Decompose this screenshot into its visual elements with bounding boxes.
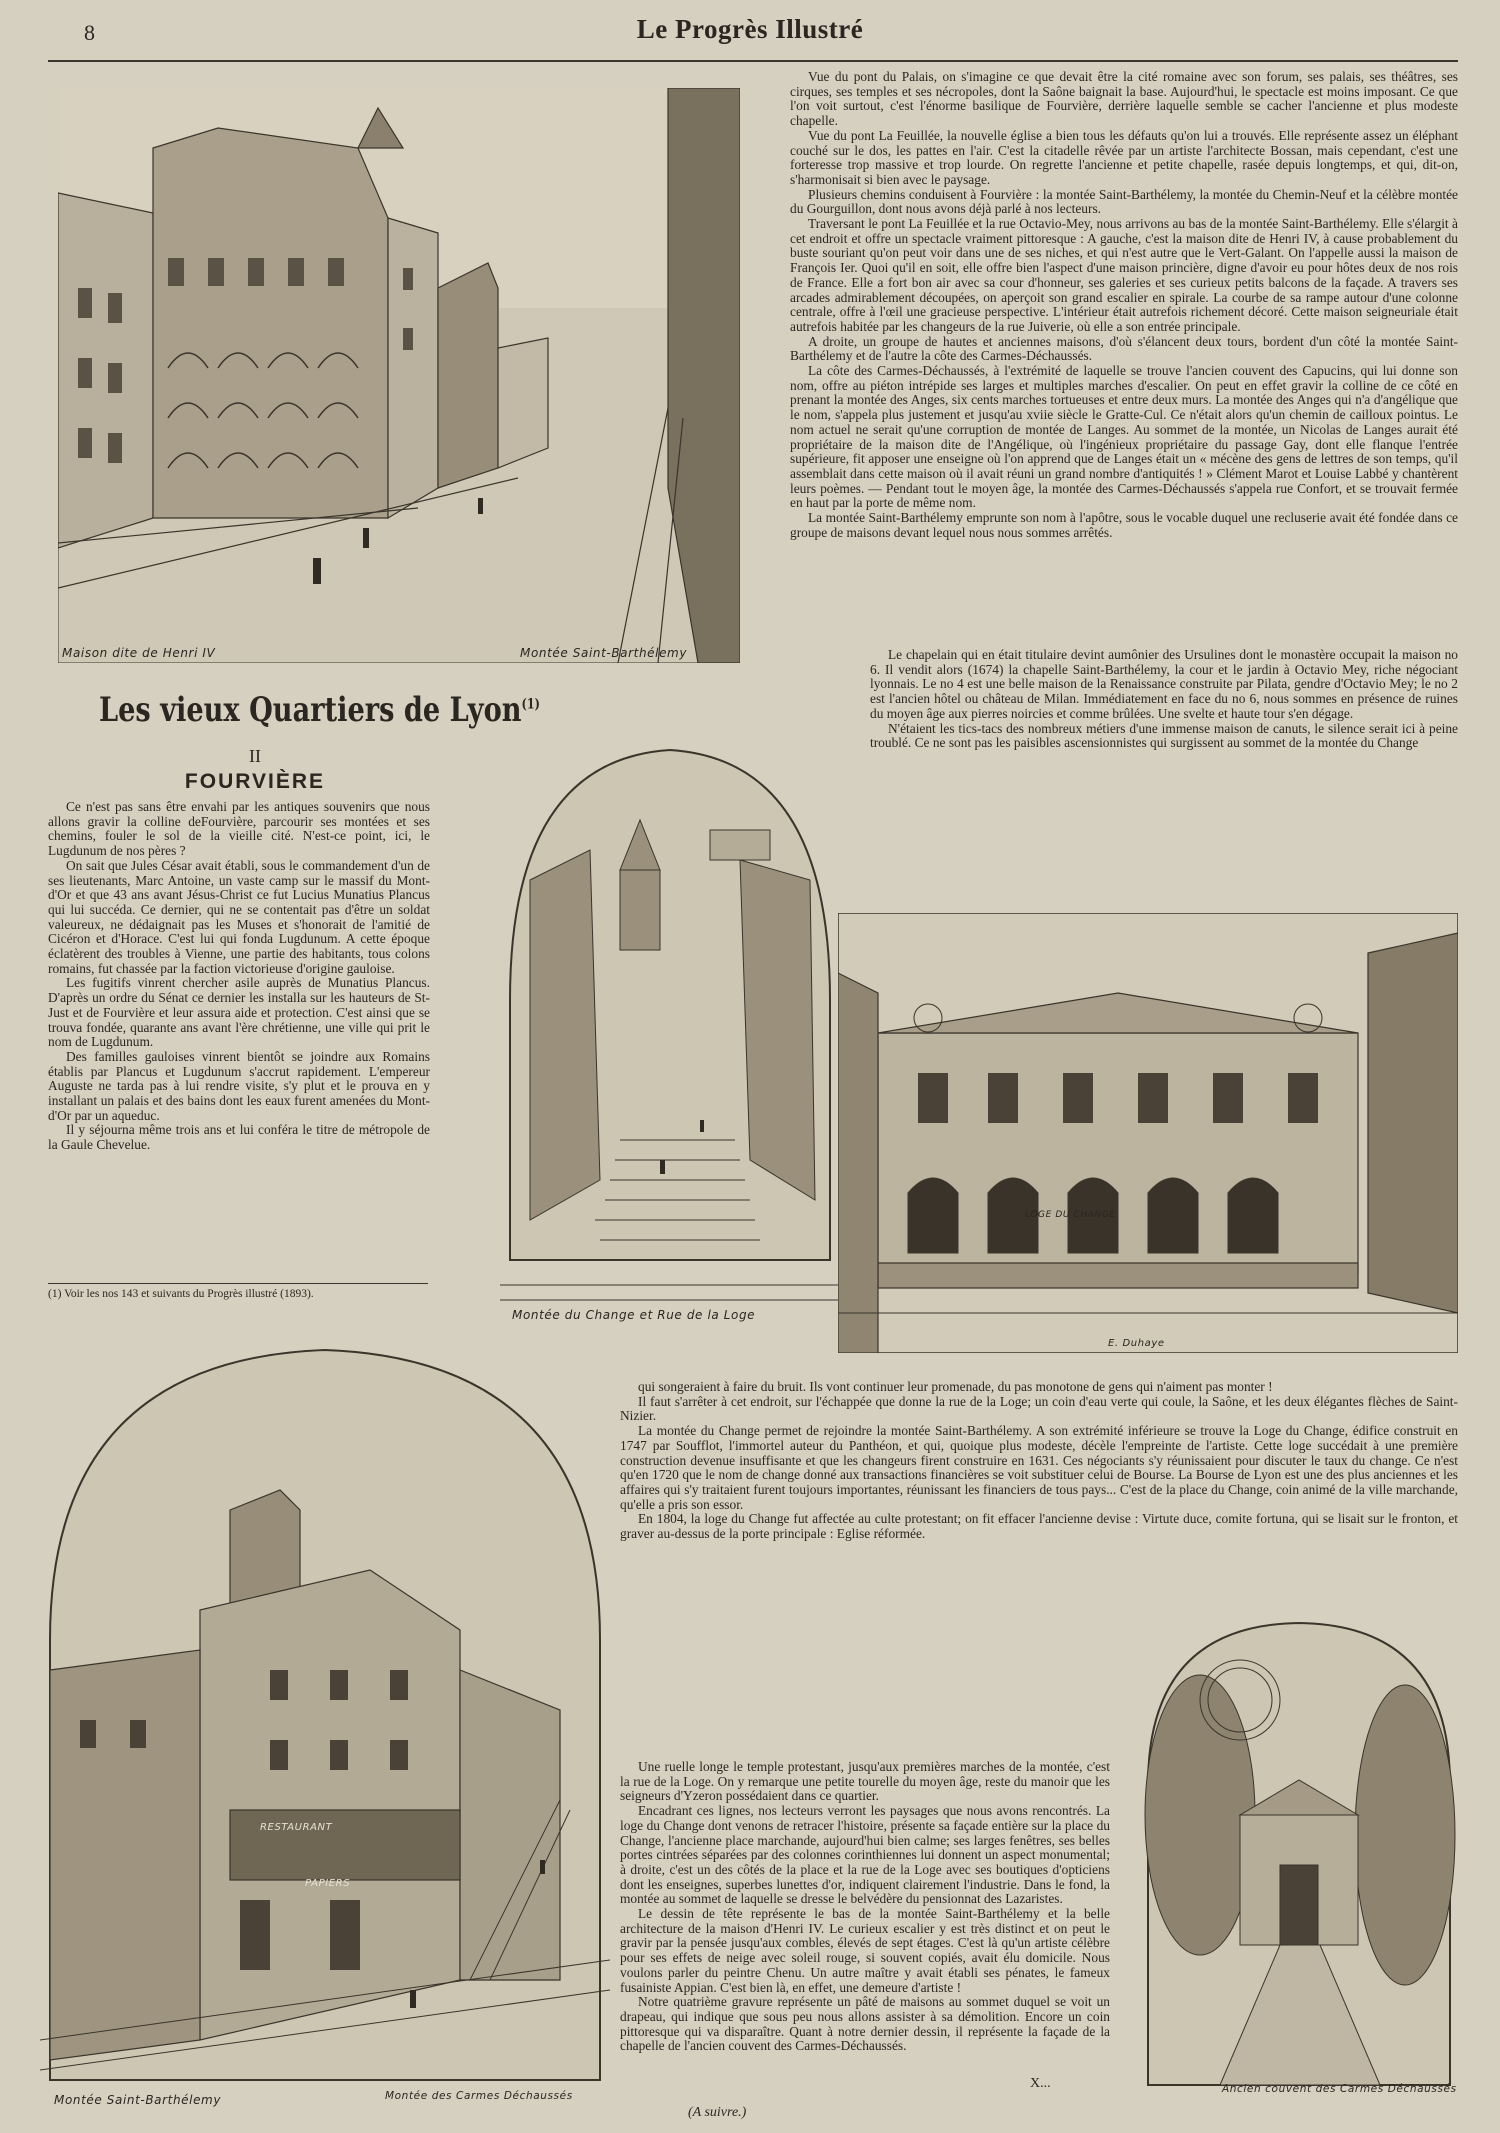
paragraph: A droite, un groupe de hautes et anciennes maisons, d'où s'élancent deux tours, bordent d'un côté la montée Saint-Barthélemy et de l'autre la côte des Carmes-Déchaussés. — [790, 333, 1458, 364]
paragraph: La côte des Carmes-Déchaussés, à l'extrémité de laquelle se trouve l'ancien couvent des Capucins, qui lui donne son nom, offre au piéton intrépide ses larges et multiples marches d'escalier. On peut en effet gravir la colline de ce côté en prenant la montée des Anges, six cents marches tortueuses et entre deux murs. La montée des Anges qui n'a d'angélique que le nom, s'appela plus justement et jusqu'au xviie siècle le Gratte-Cul. Ce n'était alors qu'un chemin de cailloux pointus. Le nom actuel ne serait qu'une corruption de montée de Langes. Au sommet de la montée, un Nicolas de Langes aurait été propriétaire de la maison dite de l'Angélique, où l'ingénieux propriétaire du passage Gay, dont elle flanque l'entrée supérieure, fit apposer une enseigne où l'on apprend que de Langes était un « mécène des gens de lettres de son temps, qu'il assemblait dans cette maison où il avait réuni un grand nombre d'antiquités ! » Clément Marot et Louise Labbé y chantèrent leurs poèmes. — Pendant tout le moyen âge, la montée des Carmes-Déchaussés s'appela rue Confort, et se trouvait fermée en haut par la porte de même nom. — [790, 363, 1458, 511]
section-number: II — [249, 746, 261, 766]
caption-maison-henri-iv: Maison dite de Henri IV — [62, 646, 216, 660]
illustration-ancien-couvent — [1140, 1615, 1458, 2095]
paragraph: La montée du Change permet de rejoindre la montée Saint-Barthélemy. A son extrémité inférieure se trouve la Loge du Change, édifice construit en 1747 par Soufflot, l'immortel auteur du Panthéon, et qui, quoique plus modeste, décèle l'empreinte de l'artiste. Cette loge succédait à une première construction devenue insuffisante et que les changeurs firent construire en 1631. Ces négociants s'y réunissaient pour discuter le taux du change. Ce n'est qu'en 1720 que le nom de change donné aux transactions financières se voit substituer celui de Bourse. La Bourse de Lyon est une des plus anciennes et les affaires qui s'y traitaient furent toujours importantes, réunissant les financiers de tous pays... C'est de la place du Change, coin animé de la ville marchande, qu'elle a pris son essor. — [620, 1423, 1458, 1512]
paragraph: Vue du pont du Palais, on s'imagine ce que devait être la cité romaine avec son forum, ses palais, ses théâtres, ses cirques, ses temples et ses nécropoles, dont la Saône baignait la base. Aujourd'hui, le spectacle est moins imposant. Ce que l'on voit surtout, c'est l'énorme basilique de Fourvière, derrière laquelle semble se cacher l'ancienne et plus modeste chapelle. — [790, 70, 1458, 129]
paragraph: Vue du pont La Feuillée, la nouvelle église a bien tous les défauts qu'on lui a trouvés. Elle représente assez un éléphant couché sur le dos, les pattes en l'air. C'est la citadelle rêvée par un artiste l'architecte Bossan, mais cependant, c'est une forteresse trop massive et trop lourde. On regrette l'ancienne et petite chapelle, rasée depuis longtemps, et qui, dit-on, s'harmonisait si bien avec le paysage. — [790, 127, 1458, 187]
shop-sign-restaurant: RESTAURANT — [260, 1822, 333, 1833]
article-column-left — [48, 800, 430, 1278]
caption-montee-saint-barthelemy: Montée Saint-Barthélemy — [520, 646, 688, 660]
paragraph: N'étaient les tics-tacs des nombreux métiers d'une immense maison de canuts, le silence serait ici à peine troublé. Ce ne sont pas les paisibles ascensionnistes qui surgissent au sommet de la montée du Change — [870, 720, 1458, 751]
paragraph: Ce n'est pas sans être envahi par les antiques souvenirs que nous allons gravir la colline deFourvière, parcourir ses montées et ses chemins, fouler le sol de la vieille cité. N'est-ce point, ici, le Lugdunum de nos pères ? — [48, 800, 430, 859]
section-title: FOURVIÈRE — [184, 770, 326, 793]
article-column-right-continued — [870, 648, 1458, 863]
paragraph: Des familles gauloises vinrent bientôt se joindre aux Romains établis par Plancus et Lugdunum s'accrut rapidement. L'empereur Auguste ne tarda pas à lui rendre visite, s'y plut et le prouva en y installant un palais et des bains dont les eaux furent amenées du Mont-d'Or par un aqueduc. — [48, 1048, 430, 1123]
illustrator-signature: E. Duhaye — [1108, 1338, 1165, 1349]
paragraph: Traversant le pont La Feuillée et la rue Octavio-Mey, nous arrivons au bas de la montée Saint-Barthélemy. Elle s'élargit à cet endroit et offre un spectacle vraiment pittoresque : A gauche, c'est la maison dite de Henri IV, à cause probablement du buste souriant qu'on peut voir dans une de ses niches, et qui n'est autre que le Vert-Galant. On l'appelle aussi la maison de François Ier. Quoi qu'il en soit, elle offre bien l'aspect d'une maison princière, digne d'avoir eu pour hôtes deux de nos rois de France. Elle a fort bon air avec sa cour d'honneur, ses galeries et ses curieux petits balcons de la façade. A travers ses arcades admirablement découpées, on aperçoit son grand escalier en spirale. La courbe de sa rampe autour d'une colonne centrale, offre à l'œil une gracieuse perspective. L'intérieur était autrefois richement décoré. Cette maison seigneuriale était autrefois habitée par les changeurs de la rue Juiverie, où elle a son entrée principale. — [790, 216, 1458, 334]
paragraph: La montée Saint-Barthélemy emprunte son nom à l'apôtre, sous le vocable duquel une recluserie avait été fondée dans ce groupe de maisons devant lequel nous nous sommes arrêtés. — [790, 510, 1458, 540]
paragraph: Il faut s'arrêter à cet endroit, sur l'échappée que donne la rue de la Loge; un coin d'eau verte qui coule, la Saône, et les deux élégantes flèches de Saint-Nizier. — [620, 1393, 1458, 1424]
to-be-continued: (A suivre.) — [688, 2105, 747, 2120]
paragraph: Le dessin de tête représente le bas de la montée Saint-Barthélemy et la belle architecture de la maison d'Henri IV. Le curieux escalier y est très distinct et on peut le gravir par la pensée jusqu'aux combles, élevés de sept étages. C'est là qu'un artiste célèbre pour ses effets de neige avec soleil rouge, si souvent copiés, avait élu domicile. Nous voulons parler du peintre Chenu. Un autre maître y avait établi ses pénates, le fameux fusainiste Appian. C'est bien là, en effet, une demeure d'artiste ! — [620, 1906, 1110, 1995]
caption-montee-du-change: Montée du Change et Rue de la Loge — [512, 1308, 756, 1322]
paragraph: Il y séjourna même trois ans et lui conféra le titre de métropole de la Gaule Chevelue. — [48, 1122, 430, 1153]
illustration-maison-henri-iv — [58, 88, 740, 663]
paragraph: Une ruelle longe le temple protestant, jusqu'aux premières marches de la montée, c'est la rue de la Loge. On y remarque une petite tourelle du moyen âge, reste du manoir que les seigneurs d'Yzeron possédaient dans ce quartier. — [620, 1760, 1110, 1804]
publication-title: Le Progrès Illustré — [636, 14, 864, 44]
paragraph: En 1804, la loge du Change fut affectée au culte protestant; on fit effacer l'ancienne devise : Virtute duce, comite fortuna, qui se lisait sur le fronton, et graver au-dessus de la porte principale : Eglise réformée. — [620, 1511, 1458, 1542]
article-column-bottom-narrow — [620, 1760, 1110, 2075]
footnote-rule — [48, 1283, 428, 1284]
article-title: Les vieux Quartiers de Lyon$^{(1)}$ — [99, 690, 540, 730]
caption-montee-saint-barthelemy-2: Montée Saint-Barthélemy — [54, 2093, 222, 2107]
paragraph: Le chapelain qui en était titulaire devint aumônier des Ursulines dont le monastère occupait la maison no 6. Il vendit alors (1674) la chapelle Saint-Barthélemy, la cour et le jardin à Octavio Mey, riche négociant lyonnais. Le no 4 est une belle maison de la Renaissance construite par Pilata, gendre d'Octavio Mey; le no 2 est l'ancien hôtel ou château de Milan. Immédiatement en face du no 6, nous sommes en présence de ruines du moyen âge aux pierres noircies et comme brûlées. Une svelte et haute tour s'en dégage. — [870, 648, 1458, 721]
paragraph: qui songeraient à faire du bruit. Ils vont continuer leur promenade, du pas monotone de gens qui n'aiment pas monter ! — [638, 1380, 1273, 1394]
page-number: 8 — [84, 20, 95, 45]
illustration-montee-carmes-dechausses — [40, 1340, 610, 2110]
illustration-montee-du-change — [500, 740, 840, 1315]
header-rule — [48, 60, 1458, 62]
caption-montee-carmes: Montée des Carmes Déchaussés — [385, 2090, 573, 2102]
article-column-right — [790, 70, 1458, 642]
illustration-loge-du-change — [838, 913, 1458, 1353]
paragraph: On sait que Jules César avait établi, sous le commandement d'un de ses lieutenants, Marc Antoine, un vaste camp sur le massif du Mont-d'Or et que 43 ans avant Jésus-Christ ce fut Lucius Munatius Plancus qui lui succéda. Ce dernier, qui ne se contentait pas d'être un soldat valeureux, ne dédaignait pas les Muses et s'honorait de l'amitié de Cicéron et d'Horace. C'est lui qui fonda Lugdunum. A cette époque éclatèrent des troubles à Vienne, une partie des habitants, tous colons romains, fut chassée par la faction victorieuse d'origine gauloise. — [48, 857, 430, 976]
paragraph: Encadrant ces lignes, nos lecteurs verront les paysages que nous avons rencontrés. La loge du Change dont venons de retracer l'histoire, présente sa façade entière sur la place du Change, l'ancienne place marchande, aujourd'hui bien calme; ses larges fenêtres, ses belles portes cintrées séparées par des colonnes corinthiennes lui donnent un aspect monumental; à droite, c'est un des côtés de la place et la rue de la Loge avec ses boutiques d'opticiens dont les enseignes, superbes lunettes d'or, indiquent clairement l'industrie. Dans le fond, la montée au sommet de laquelle se dresse le belvédère du pensionnat des Lazaristes. — [620, 1803, 1110, 1907]
paragraph: Plusieurs chemins conduisent à Fourvière : la montée Saint-Barthélemy, la montée du Chemin-Neuf et la célèbre montée du Gourguillon, dont nous avons déjà parlé à nos lecteurs. — [790, 186, 1458, 217]
shop-sign-papiers: PAPIERS — [305, 1878, 351, 1889]
article-signature: X... — [1030, 2076, 1051, 2091]
caption-ancien-couvent: Ancien couvent des Carmes Déchaussés — [1222, 2083, 1457, 2095]
paragraph: Les fugitifs vinrent chercher asile auprès de Munatius Plancus. D'après un ordre du Sénat ce dernier les installa sur les hauteurs de St-Just et de Fourvière et leur assura aide et protection. C'est ainsi que se trouva fondée, quarante ans avant l'ère chrétienne, une ville qui prit le nom de Lugdunum. — [48, 975, 430, 1050]
sign-loge-du-change: LOGE DU CHANGE — [1025, 1210, 1116, 1220]
footnote: (1) Voir les nos 143 et suivants du Progrès illustré (1893). — [48, 1288, 314, 1300]
paragraph: Notre quatrième gravure représente un pâté de maisons au sommet duquel se voit un drapeau, qui indique que sous peu nous allons assister à sa démolition. Encore un coin pittoresque qui va disparaître. Quant à notre dernier dessin, il représente la façade de la chapelle de l'ancien couvent des Carmes-Déchaussés. — [620, 1994, 1110, 2054]
